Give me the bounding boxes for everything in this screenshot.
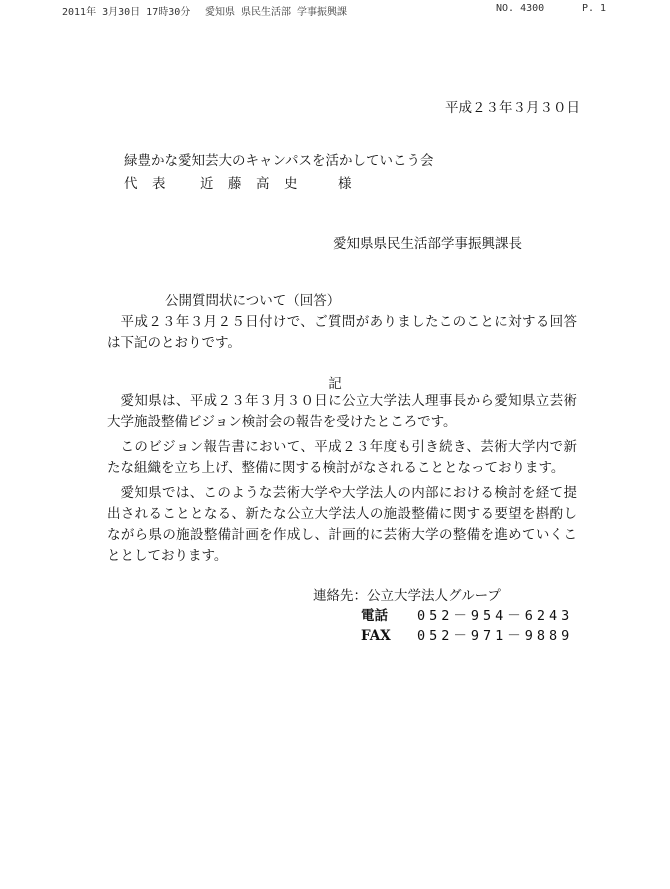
fax-number-value: 052－971－9889 xyxy=(417,628,574,644)
letter-subject: 公開質問状について（回答） xyxy=(165,293,341,309)
fax-header xyxy=(0,1,670,17)
content-paragraph-2: このビジョン報告書において、平成２３年度も引き続き、芸術大学内で新たな組織を立ち上げ、整備に関する検討がなされることとなっております。 xyxy=(107,439,577,476)
sender-department: 愛知県県民生活部学事振興課長 xyxy=(333,236,522,252)
content-paragraph-3: 愛知県では、このような芸術大学や大学法人の内部における検討を経て提出されることとなる、新たな公立大学法人の施設整備に関する要望を斟酌しながら県の施設整備計画を作成し、計画的に芸術大学の整備を進めていくこととしております。 xyxy=(107,485,577,564)
contact-heading: 連絡先：公立大学法人グループ xyxy=(313,588,501,604)
recipient-name: 近 藤 高 史 xyxy=(200,176,298,192)
recipient-honorific: 様 xyxy=(338,176,352,192)
intro-paragraph: 平成２３年３月２５日付けで、ご質問がありましたこのことに対する回答は下記のとおりです。 xyxy=(107,314,577,351)
fax-sender: 愛知県 県民生活部 学事振興課 xyxy=(205,7,348,18)
fax-number: NO. 4300 xyxy=(496,3,545,14)
recipient-title: 代 表 xyxy=(124,176,166,192)
ki-heading: 記 xyxy=(328,376,342,392)
contact-phone-row xyxy=(313,606,573,626)
content-block xyxy=(107,391,577,571)
contact-block xyxy=(313,586,573,646)
contact-fax-row xyxy=(313,626,573,646)
intro-block xyxy=(107,312,577,354)
fax-label: FAX xyxy=(361,628,391,644)
content-paragraph-1: 愛知県は、平成２３年３月３０日に公立大学法人理事長から愛知県立芸術大学施設整備ビジョン検討会の報告を受けたところです。 xyxy=(107,393,577,430)
fax-timestamp: 2011年 3月30日 17時30分 xyxy=(62,7,191,18)
recipient-line xyxy=(124,175,352,193)
phone-label: 電話 xyxy=(361,608,388,624)
phone-number: 052－954－6243 xyxy=(417,608,574,624)
recipient-organization: 緑豊かな愛知芸大のキャンパスを活かしていこう会 xyxy=(124,153,434,169)
fax-page-number: P. 1 xyxy=(582,3,607,14)
letter-date: 平成２３年３月３０日 xyxy=(445,100,580,116)
